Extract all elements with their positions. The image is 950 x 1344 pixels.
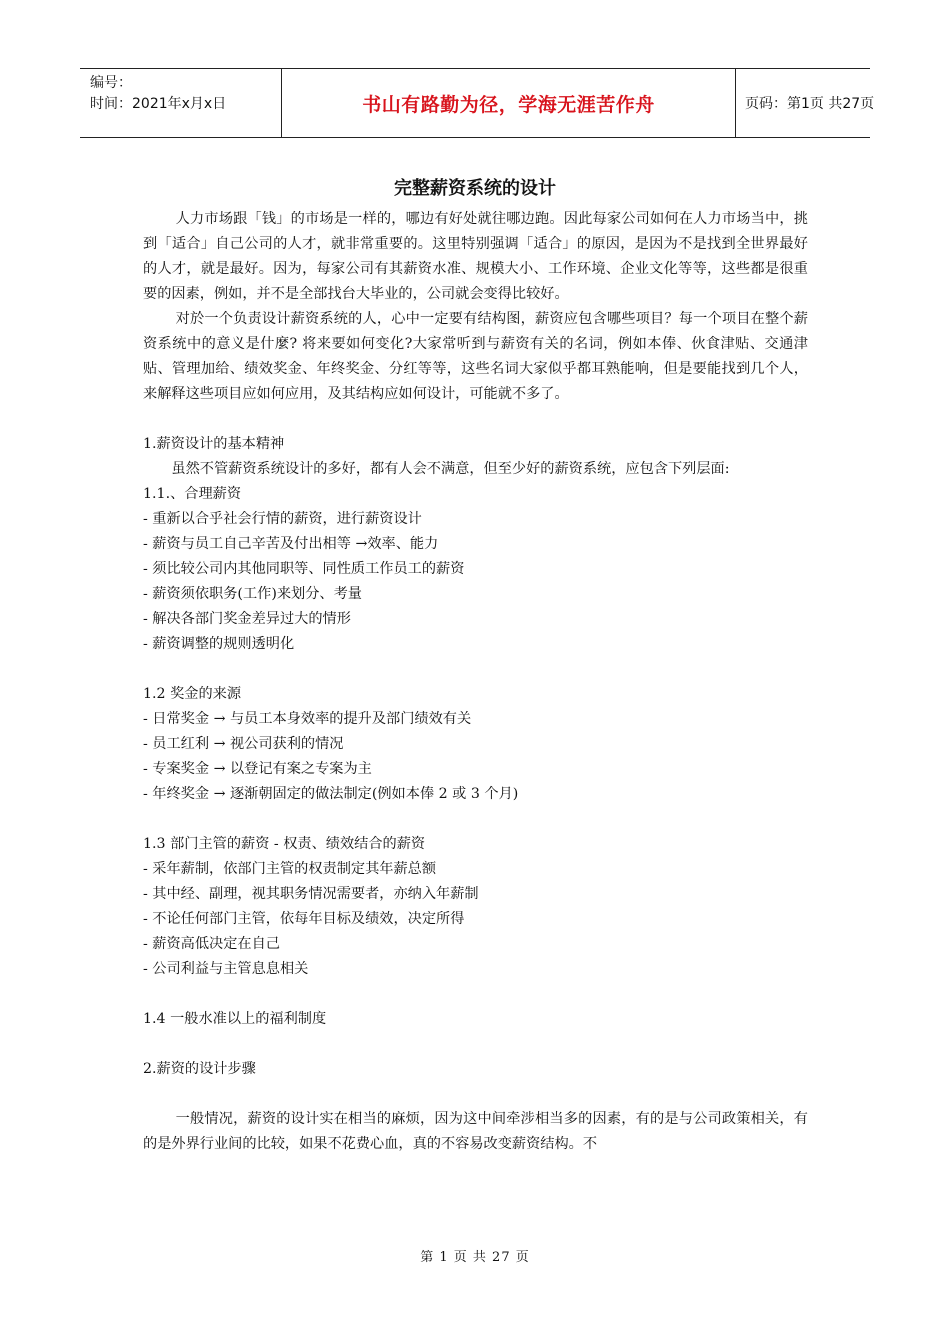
list-item: - 不论任何部门主管，依每年目标及绩效，决定所得 [143,911,465,927]
list-item: - 重新以合乎社会行情的薪资，进行薪资设计 [143,511,422,527]
list-item: - 年终奖金 → 逐渐朝固定的做法制定(例如本俸 2 或 3 个月) [143,786,519,802]
list-item: - 采年薪制，依部门主管的权责制定其年薪总额 [143,861,437,877]
list-item: - 公司利益与主管息息相关 [143,961,309,977]
section-heading: 2.薪资的设计步骤 [143,1061,256,1077]
list-item: - 薪资调整的规则透明化 [143,636,295,652]
header-motto: 书山有路勤为径，学海无涯苦作舟 [282,69,736,137]
list-item: - 日常奖金 → 与员工本身效率的提升及部门绩效有关 [143,711,472,727]
header-table [80,68,875,138]
list-item: - 薪资高低决定在自己 [143,936,280,952]
list-item: - 须比较公司内其他同职等、同性质工作员工的薪资 [143,561,465,577]
doc-time-label: 时间：2021年x月x日 [90,96,227,112]
header-meta-cell [80,69,282,137]
intro-paragraph: 人力市场跟「钱」的市场是一样的，哪边有好处就往哪边跑。因此每家公司如何在人力市场当中，挑到「适合」自己公司的人才，就非常重要的。这里特别强调「适合」的原因，是因为不是找到全世界最好的人才，就是最好。因为，每家公司有其薪资水准、规模大小、工作环境、企业文化等等，这些都是很重要的因素，例如，并不是全部找台大毕业的，公司就会变得比较好。 [143,211,808,302]
list-item: - 专案奖金 → 以登记有案之专案为主 [143,761,372,777]
list-item: - 解决各部门奖金差异过大的情形 [143,611,351,627]
header-page-info: 页码：第1页 共27页 [745,96,875,112]
subsection-heading: 1.2 奖金的来源 [143,686,242,702]
document-body [143,207,808,1157]
subsection-heading: 1.3 部门主管的薪资 - 权责、绩效结合的薪资 [143,836,426,852]
section-heading: 1.薪资设计的基本精神 [143,436,285,452]
subsection-heading: 1.4 一般水准以上的福利制度 [143,1011,327,1027]
section-paragraph: 一般情况，薪资的设计实在相当的麻烦，因为这中间牵涉相当多的因素，有的是与公司政策相关，有的是外界行业间的比较，如果不花费心血，真的不容易改变薪资结构。不 [143,1111,808,1152]
section-paragraph: 虽然不管薪资系统设计的多好，都有人会不满意，但至少好的薪资系统，应包含下列层面: [171,461,730,477]
list-item: - 薪资须依职务(工作)来划分、考量 [143,586,362,602]
list-item: - 员工红利 → 视公司获利的情况 [143,736,344,752]
subsection-heading: 1.1.、合理薪资 [143,486,242,502]
document-title: 完整薪资系统的设计 [394,178,556,199]
intro-paragraph: 对於一个负责设计薪资系统的人，心中一定要有结构图，薪资应包含哪些项目？每一个项目在整个薪资系统中的意义是什麼? 将来要如何变化?大家常听到与薪资有关的名词，例如本俸、伙食津贴、交通津贴、管理加给、绩效奖金、年终奖金、分红等等，这些名词大家似乎都耳熟能响，但是要能找到几个人，来解释这些项目应如何应用，及其结构应如何设计，可能就不多了。 [143,311,808,402]
list-item: - 薪资与员工自己辛苦及付出相等 →效率、能力 [143,536,439,552]
list-item: - 其中经、副理，视其职务情况需要者，亦纳入年薪制 [143,886,479,902]
doc-number-label: 编号： [90,75,132,91]
page-footer: 第 1 页 共 27 页 [420,1250,530,1265]
